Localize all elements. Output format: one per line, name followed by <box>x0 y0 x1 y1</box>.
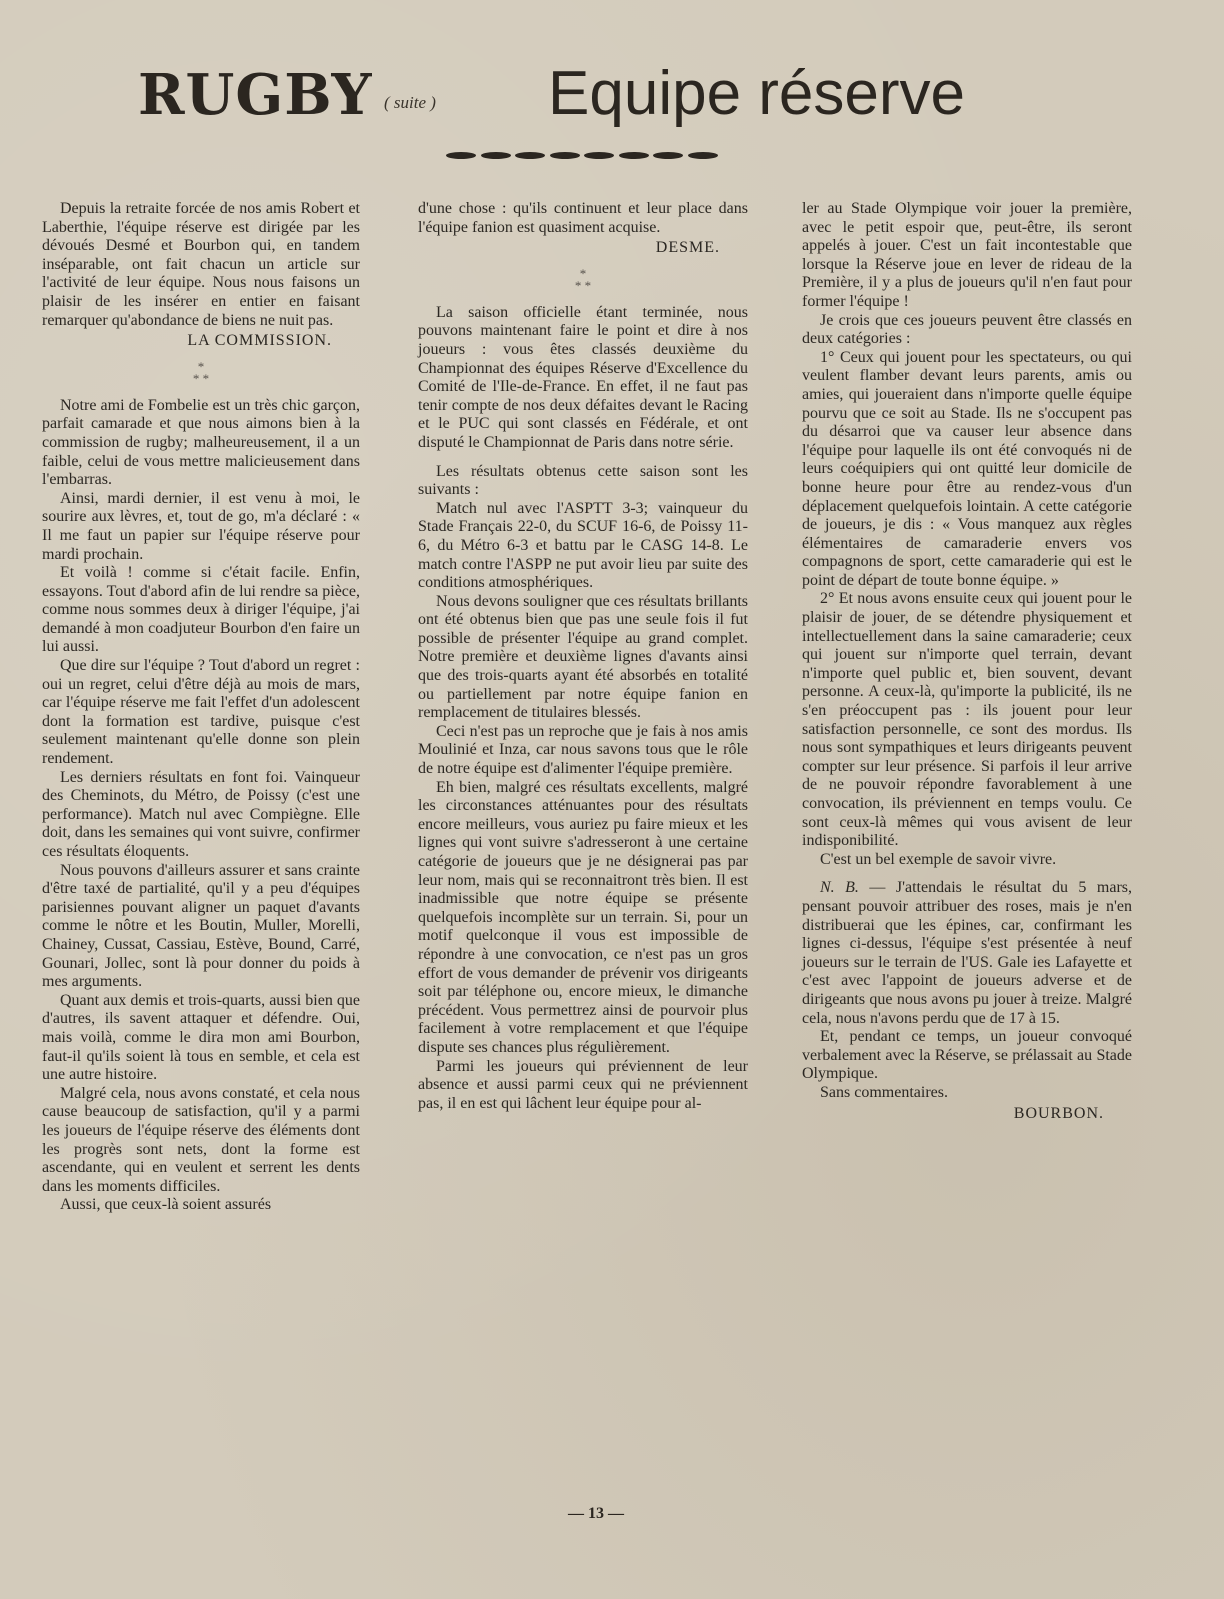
paragraph: Et, pendant ce temps, un joueur convoqué verbalement avec la Réserve, se prélassait au Stade Olympique. <box>802 1028 1132 1083</box>
paragraph: Aussi, que ceux-là soient assurés <box>60 1196 272 1214</box>
paragraph: Malgré cela, nous avons constaté, et cela nous cause beaucoup de satisfaction, qu'il y a parmi les joueurs de l'équipe réserve des éléments dont les progrès sont nets, dont la forme est ascendante, qui en veulent et serrent les dents dans les moments difficiles. <box>42 1084 360 1195</box>
paragraph: Les résultats obtenus cette saison sont les suivants : <box>418 462 748 499</box>
page-number: — 13 — <box>568 1505 624 1522</box>
paragraph: Et voilà ! comme si c'était facile. Enfin, essayons. Tout d'abord afin de lui rendre sa pièce, comme nous sommes deux à diriger l'équipe, j'ai demandé à mon coadjuteur Bourbon d'en faire un lui aussi. <box>42 564 360 656</box>
paragraph: Les derniers résultats en font foi. Vainqueur des Cheminots, du Métro, de Poissy (c'est une performance). Match nul avec Compiègne. Elle doit, dans les semaines qui vont suivre, confirmer ces résultats éloquents. <box>42 768 360 860</box>
title-ornament-divider <box>446 152 718 162</box>
nota-bene-paragraph <box>802 879 1132 1028</box>
paragraph: 2° Et nous avons ensuite ceux qui jouent pour le plaisir de jouer, de se détendre physiquement et intellectuellement dans la saine camaraderie; ceux qui jouent sur n'importe quel terrain, devant n'importe quel public et, bien souvent, devant personne. A ceux-là, qu'importe la publicité, ils ne s'en préoccupent pas : ils jouent pour leur satisfaction personnelle, ce sont des mordus. Ils nous sont sympathiques et leurs dirigeants peuvent compter sur leur présence. Si parfois il leur arrive de ne pouvoir répondre favorablement à une convocation, ils préviennent en temps voulu. Ce sont ceux-là mêmes qui vous avisent de leur indisponibilité. <box>802 590 1132 850</box>
bourbon-signature: BOURBON. <box>1013 1104 1104 1122</box>
paragraph: Eh bien, malgré ces résultats excellents, malgré les circonstances atténuantes pour des résultats encore meilleurs, vous auriez pu faire mieux et les lignes qui vont suivre s'adresseront à une certaine catégorie de joueurs que je ne désignerai pas par leur nom, mais qui se reconnaitront très bien. Il est inadmissible que notre équipe se présente quelquefois incomplète sur un terrain. Si, pour un motif quelconque il vous est impossible de répondre à une convocation, ce n'est pas un gros effort de vous demander de prévenir vos dirigeants soit par téléphone ou, encore mieux, le dimanche précédent. Vous permettrez ainsi de pourvoir plus facilement à votre remplacement et que l'équipe dispute ses chances plus régulièrement. <box>418 778 748 1056</box>
paragraph: Parmi les joueurs qui préviennent de leur absence et aussi parmi ceux qui ne préviennent pas, il en est qui lâchent leur équipe pour al- <box>418 1057 748 1112</box>
paragraph: Sans commentaires. <box>820 1083 948 1101</box>
paragraph: Je crois que ces joueurs peuvent être classés en deux catégories : <box>802 311 1132 348</box>
intro-paragraph: Depuis la retraite forcée de nos amis Robert et Laberthie, l'équipe réserve est dirigée par les dévoués Desmé et Bourbon qui, en tandem inséparable, ont fait chacun un article sur l'activité de leur équipe. Nous nous faisons un plaisir de les insérer en entier en faisant remarquer qu'abondance de biens ne nuit pas. <box>42 200 360 329</box>
title-continuation-note: ( suite ) <box>384 93 436 112</box>
page-subtitle: Equipe réserve <box>548 59 966 128</box>
paragraph: d'une chose : qu'ils continuent et leur place dans l'équipe fanion est quasiment acquise. <box>418 200 748 236</box>
paragraph: Notre ami de Fombelie est un très chic garçon, parfait camarade et que nous aimons bien à la commission de rugby; malheureusement, il a un faible, celui de vous mettre malicieusement dans l'embarras. <box>42 396 360 489</box>
article-column-1 <box>42 200 360 1215</box>
results-paragraph: Match nul avec l'ASPTT 3-3; vainqueur du Stade Français 22-0, du SCUF 16-6, de Poissy 11-6, du Métro 6-3 et battu par le CASG 14-8. Le match contre l'ASPP ne put avoir lieu par suite des conditions atmosphériques. <box>418 499 748 592</box>
article-column-2 <box>418 200 748 1113</box>
paragraph: Ainsi, mardi dernier, il est venu à moi, le sourire aux lèvres, et, tout de go, m'a déclaré : « Il me faut un papier sur l'équipe réserve pour mardi prochain. <box>42 489 360 563</box>
paragraph: La saison officielle étant terminée, nous pouvons maintenant faire le point et dire à nos joueurs : vous êtes classés deuxième du Championnat des équipes Réserve d'Excellence du Comité de l'Ile-de-France. En effet, il ne faut pas tenir compte de nos deux défaites devant le Racing et le PUC qui sont classés en Fédérale, et ont disputé le Championnat de Paris dans notre série. <box>418 303 748 451</box>
paragraph: C'est un bel exemple de savoir vivre. <box>820 850 1057 868</box>
paragraph: Nous pouvons d'ailleurs assurer et sans crainte d'être taxé de partialité, qu'il y a peu d'équipes parisiennes pouvant aligner un paquet d'avants comme le nôtre et les Boutin, Muller, Morelli, Chainey, Cussat, Cassiau, Estève, Bound, Carré, Gounari, Jollec, sont là pour donner du poids à mes arguments. <box>42 861 360 991</box>
intro-signature: LA COMMISSION. <box>187 332 332 350</box>
paragraph: ler au Stade Olympique voir jouer la première, avec le petit espoir que, peut-être, ils seront appelés à jouer. C'est un fait incontestable que lorsque la Réserve joue en lever de rideau de la Première, il y a plus de joueurs qu'il n'en faut pour former l'équipe ! <box>802 200 1132 310</box>
desme-signature: DESME. <box>655 239 720 257</box>
paragraph: 1° Ceux qui jouent pour les spectateurs, ou qui veulent flamber devant leurs parents, amis ou amies, qui joueraient dans n'importe quelle équipe pourvu que ce soit au Stade. Ils ne s'occupent pas du désarroi que va causer leur absence dans l'équipe pour laquelle ils ont été convoqués ni de leurs coéquipiers qui ont quitté leur domicile de bonne heure pour être au rendez-vous d'un déplacement quelquefois lointain. A cette catégorie de joueurs, je dis : « Vous manquez aux règles élémentaires de camaraderie envers vos compagnons de sport, cette camaraderie qui est le point de départ de toute bonne équipe. » <box>802 348 1132 589</box>
nota-bene-label: N. B. <box>820 879 859 897</box>
paragraph: Nous devons souligner que ces résultats brillants ont été obtenus bien que pas une seule fois il fut possible de présenter l'équipe au grand complet. Notre première et deuxième lignes d'avants ainsi que des trois-quarts ayant été absorbés en totalité ou partiellement par notre équipe fanion en remplacement de titulaires blessés. <box>418 592 748 722</box>
paragraph: Que dire sur l'équipe ? Tout d'abord un regret : oui un regret, celui d'être déjà au mois de mars, car l'équipe réserve me fait l'effet d'un adolescent dont la formation est tardive, puisque c'est seulement maintenant qu'elle donne son plein rendement. <box>42 657 360 768</box>
paragraph: Quant aux demis et trois-quarts, aussi bien que d'autres, ils savent attaquer et défendre. Oui, mais voilà, comme le dira mon ami Bourbon, faut-il qu'ils soient là tous en semble, et cela est une autre histoire. <box>42 991 360 1084</box>
nota-bene-text: — J'attendais le résultat du 5 mars, pensant pouvoir attribuer des roses, mais je n'en distribuerai que les épines, car, confirmant les lignes ci-dessus, l'équipe s'est présentée à neuf joueurs sur le terrain de l'US. Gale ies Lafayette et c'est avec l'appoint de joueurs adverse et de dirigeants que nous avons pu jouer à treize. Malgré cela, nous n'avons perdu que de 17 à 15. <box>802 879 1133 1027</box>
section-separator-stars: * * * <box>574 265 592 293</box>
page-title: RUGBY <box>138 62 373 128</box>
section-separator-stars: * * * <box>192 358 210 386</box>
article-column-3 <box>802 200 1132 1123</box>
paragraph: Ceci n'est pas un reproche que je fais à nos amis Moulinié et Inza, car nous savons tous que le rôle de notre équipe est d'alimenter l'équipe première. <box>418 722 748 778</box>
